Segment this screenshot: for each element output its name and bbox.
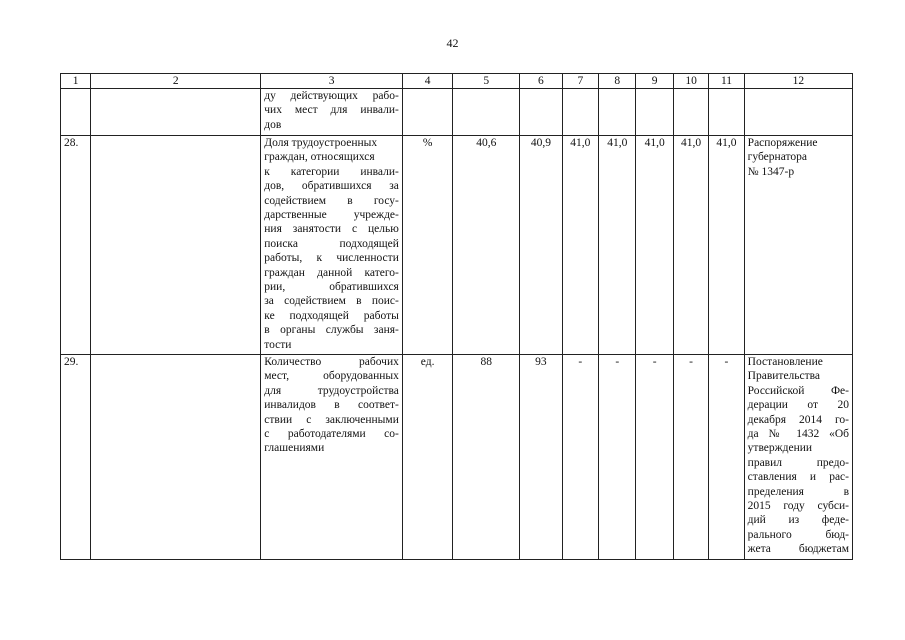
value-cell: -	[599, 355, 636, 560]
row-number-cell: 29.	[61, 355, 91, 560]
value-cell: 41,0	[562, 136, 598, 355]
header-cell: 2	[91, 74, 261, 89]
column-2-cell	[91, 136, 261, 355]
unit-cell	[402, 89, 453, 136]
indicator-line: глашениями	[264, 442, 325, 455]
value-cell: 41,0	[636, 136, 673, 355]
value-cell: -	[673, 355, 708, 560]
indicator-line: ния занятости с целью	[264, 223, 399, 236]
unit-cell: %	[402, 136, 453, 355]
indicator-line: дарственные учрежде-	[264, 209, 399, 222]
header-cell: 12	[744, 74, 852, 89]
row-number-cell: 28.	[61, 136, 91, 355]
table-row	[61, 136, 853, 355]
source-line: Российской Фе-	[747, 384, 849, 397]
row-number-cell	[61, 89, 91, 136]
value-cell: 41,0	[599, 136, 636, 355]
indicator-line: чих мест для инвали-	[264, 104, 399, 117]
indicator-line: тости	[264, 338, 292, 351]
indicator-line: граждан данной катего-	[264, 266, 399, 279]
table-row	[61, 89, 853, 136]
value-cell: 93	[520, 355, 562, 560]
value-cell: 41,0	[673, 136, 708, 355]
source-line: Распоряжение	[747, 137, 818, 149]
value-cell	[453, 89, 520, 136]
source-line: декабря 2014 го-	[747, 413, 849, 426]
indicator-line: работы, к численности	[264, 252, 399, 265]
indicator-line: за содействием в поис-	[264, 295, 399, 308]
source-line: рального бюд-	[747, 528, 849, 541]
source-line: дерации от 20	[747, 399, 849, 412]
indicator-line: в органы службы заня-	[264, 324, 399, 337]
value-cell: 41,0	[709, 136, 744, 355]
unit-cell: ед.	[402, 355, 453, 560]
value-cell	[599, 89, 636, 136]
source-cell	[744, 136, 852, 355]
header-cell: 5	[453, 74, 520, 89]
header-cell: 1	[61, 74, 91, 89]
column-2-cell	[91, 89, 261, 136]
indicators-table	[60, 73, 853, 560]
indicator-line: Доля трудоустроенных	[264, 137, 378, 149]
header-cell: 3	[261, 74, 403, 89]
indicator-line: мест, оборудованных	[264, 370, 399, 383]
header-cell: 7	[562, 74, 598, 89]
indicator-line: дов, обратившихся за	[264, 180, 399, 193]
value-cell: -	[636, 355, 673, 560]
indicator-line: Количество рабочих	[264, 356, 399, 368]
column-2-cell	[91, 355, 261, 560]
value-cell	[520, 89, 562, 136]
value-cell	[562, 89, 598, 136]
source-line: 2015 году субси-	[747, 500, 849, 513]
indicator-line: поиска подходящей	[264, 237, 399, 250]
value-cell: 40,6	[453, 136, 520, 355]
indicator-line: ке подходящей работы	[264, 309, 399, 322]
value-cell	[636, 89, 673, 136]
value-cell	[709, 89, 744, 136]
table-row	[61, 355, 853, 560]
source-line: утверждении	[747, 442, 813, 455]
source-line: Правительства	[747, 370, 821, 383]
value-cell: -	[709, 355, 744, 560]
source-line: пределения в	[747, 485, 849, 498]
header-cell: 11	[709, 74, 744, 89]
indicator-line: ствии с заключенными	[264, 413, 399, 426]
header-cell: 6	[520, 74, 562, 89]
indicator-line: содействием в госу-	[264, 194, 399, 207]
source-line: дий из феде-	[747, 514, 849, 527]
page-number: 42	[446, 36, 459, 50]
value-cell: -	[562, 355, 598, 560]
indicator-line: к категории инвали-	[264, 165, 399, 178]
value-cell: 40,9	[520, 136, 562, 355]
header-cell: 10	[673, 74, 708, 89]
source-line: Постановление	[747, 356, 823, 368]
source-line: ставления и рас-	[747, 471, 849, 484]
indicator-cell	[261, 136, 403, 355]
indicator-line: для трудоустройства	[264, 384, 399, 397]
source-line: жета бюджетам	[747, 543, 849, 556]
indicator-line: инвалидов в соответ-	[264, 399, 399, 412]
source-line: № 1347-р	[747, 165, 795, 178]
source-line: правил предо-	[747, 456, 849, 469]
source-cell	[744, 355, 852, 560]
indicator-line: граждан, относящихся	[264, 151, 375, 164]
value-cell	[673, 89, 708, 136]
source-line: губернатора	[747, 151, 807, 164]
value-cell: 88	[453, 355, 520, 560]
indicator-line: дов	[264, 118, 282, 131]
header-cell: 9	[636, 74, 673, 89]
source-cell	[744, 89, 852, 136]
indicator-line: ду действующих рабо-	[264, 90, 399, 102]
source-line: да № 1432 «Об	[747, 428, 849, 441]
indicator-cell	[261, 355, 403, 560]
header-row	[61, 74, 853, 89]
indicator-line: рии, обратившихся	[264, 281, 399, 294]
header-cell: 8	[599, 74, 636, 89]
indicator-cell	[261, 89, 403, 136]
header-cell: 4	[402, 74, 453, 89]
indicator-line: с работодателями со-	[264, 428, 399, 441]
